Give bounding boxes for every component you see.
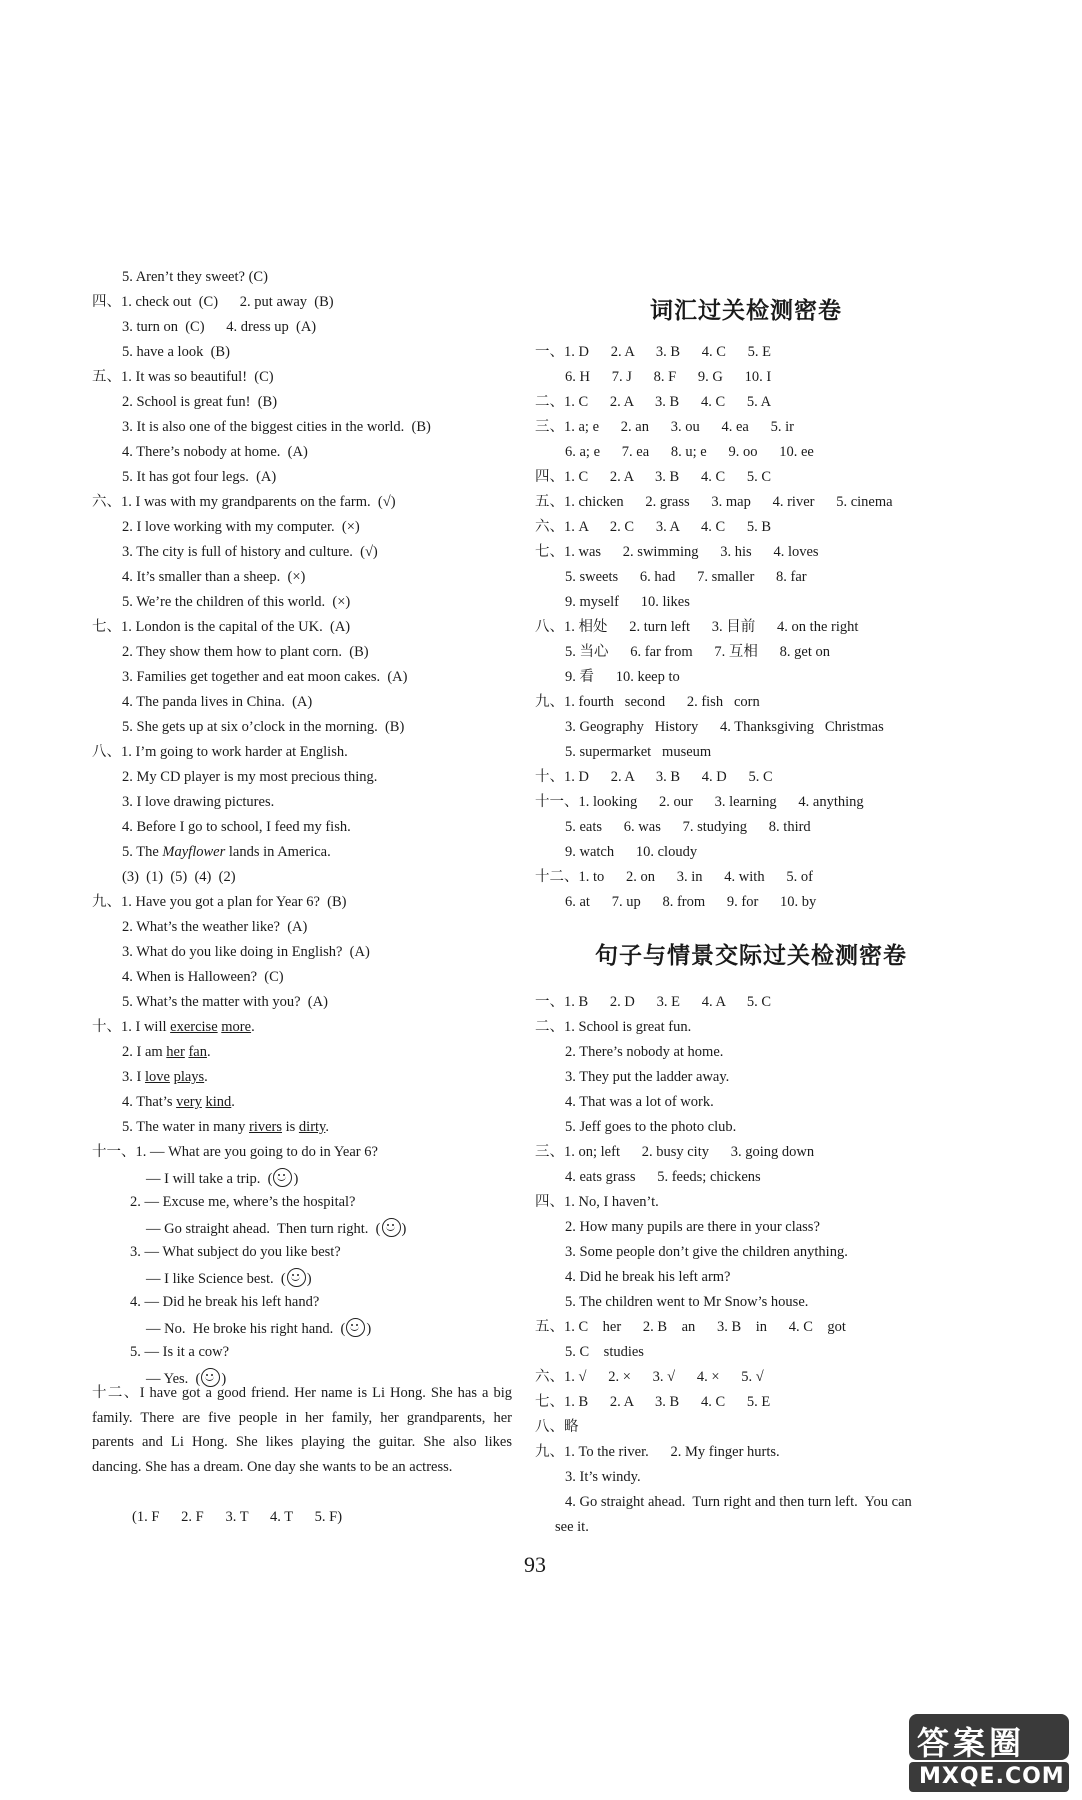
answer-line: 二、1. C 2. A 3. B 4. C 5. A <box>535 394 772 410</box>
underlined-word: kind <box>205 1094 232 1110</box>
answer-line: 六、1. √ 2. × 3. √ 4. × 5. √ <box>535 1369 764 1385</box>
answer-line: 5. have a look (B) <box>122 344 230 360</box>
answer-line: 3. It is also one of the biggest cities in the world. (B) <box>122 419 431 435</box>
smiley-face-icon <box>287 1268 306 1287</box>
dialogue-line: 十一、1. — What are you going to do in Year 6? <box>92 1144 378 1160</box>
answer-line: 4. There’s nobody at home. (A) <box>122 444 308 460</box>
answer-line: 九、1. To the river. 2. My finger hurts. <box>535 1444 780 1460</box>
underlined-word: more <box>221 1019 252 1035</box>
answer-line: 5. The water in many rivers is dirty. <box>122 1119 329 1135</box>
underlined-word: love <box>144 1069 170 1085</box>
answer-line: 3. turn on (C) 4. dress up (A) <box>122 319 317 335</box>
dialogue-line: — No. He broke his right hand. ( ) <box>146 1318 371 1338</box>
answer-line: 3. They put the ladder away. <box>565 1069 730 1085</box>
answer-line: 9. watch 10. cloudy <box>565 844 698 860</box>
answer-line: 5. Jeff goes to the photo club. <box>565 1119 737 1135</box>
answer-line: 2. They show them how to plant corn. (B) <box>122 644 369 660</box>
underlined-word: very <box>176 1094 202 1110</box>
dialogue-line: — Yes. ( ) <box>146 1368 226 1388</box>
answer-line: 4. When is Halloween? (C) <box>122 969 284 985</box>
underlined-word: exercise <box>170 1019 218 1035</box>
answer-line: 3. Geography History 4. Thanksgiving Christmas <box>565 719 884 735</box>
reading-passage: 十二、I have got a good friend. Her name is Li Hong. She has a big family. There are five people in her family, her grandparents, her parents and Li Hong. She likes playing the guitar. She also likes dancing. She has a dream. One day she wants to be an actress. <box>92 1385 512 1476</box>
answer-line: 5. The children went to Mr Snow’s house. <box>565 1294 809 1310</box>
answer-line: 2. School is great fun! (B) <box>122 394 278 410</box>
dialogue-line: — Go straight ahead. Then turn right. ( ) <box>146 1218 406 1238</box>
underlined-word: dirty <box>298 1119 326 1135</box>
answer-line: 3. Some people don’t give the children anything. <box>565 1244 848 1260</box>
answer-line: 六、1. I was with my grandparents on the farm. (√) <box>92 494 396 510</box>
answer-line: 2. There’s nobody at home. <box>565 1044 724 1060</box>
answer-line: 5. C studies <box>565 1344 644 1360</box>
answer-line: 九、1. Have you got a plan for Year 6? (B) <box>92 894 347 910</box>
underlined-word: her <box>166 1044 185 1060</box>
answer-line: 5. She gets up at six o’clock in the morning. (B) <box>122 719 405 735</box>
answer-line: 四、1. C 2. A 3. B 4. C 5. C <box>535 469 772 485</box>
answer-line: 4. The panda lives in China. (A) <box>122 694 313 710</box>
answer-line: 2. I am her fan. <box>122 1044 211 1060</box>
dialogue-line: — I like Science best. ( ) <box>146 1268 312 1288</box>
underlined-word: fan <box>188 1044 207 1060</box>
answer-line: 6. a; e 7. ea 8. u; e 9. oo 10. ee <box>565 444 814 460</box>
watermark-bottom-text: MXQE.COM <box>919 1764 1065 1789</box>
answer-line: 一、1. B 2. D 3. E 4. A 5. C <box>535 994 772 1010</box>
dialogue-line: 4. — Did he break his left hand? <box>130 1294 320 1310</box>
answer-line: 九、1. fourth second 2. fish corn <box>535 694 760 710</box>
answer-line: 4. That was a lot of work. <box>565 1094 714 1110</box>
answer-line: 5. It has got four legs. (A) <box>122 469 277 485</box>
answer-line: 5. supermarket museum <box>565 744 712 760</box>
answer-line: 6. at 7. up 8. from 9. for 10. by <box>565 894 817 910</box>
answer-line: 一、1. D 2. A 3. B 4. C 5. E <box>535 344 772 360</box>
answer-line: 六、1. A 2. C 3. A 4. C 5. B <box>535 519 772 535</box>
answer-line: 十、1. I will exercise more. <box>92 1019 255 1035</box>
answer-line: 四、1. check out (C) 2. put away (B) <box>92 294 334 310</box>
answer-line: 3. I love drawing pictures. <box>122 794 275 810</box>
answer-line: 七、1. London is the capital of the UK. (A) <box>92 619 351 635</box>
answer-line: 2. How many pupils are there in your class? <box>565 1219 820 1235</box>
vocabulary-test-title: 词汇过关检测密卷 <box>650 298 842 324</box>
answer-line: 3. It’s windy. <box>565 1469 641 1485</box>
answer-line: 八、略 <box>535 1419 579 1435</box>
answer-line: 七、1. B 2. A 3. B 4. C 5. E <box>535 1394 771 1410</box>
answer-line: 3. Families get together and eat moon cakes. (A) <box>122 669 408 685</box>
answer-line: 4. Go straight ahead. Turn right and then turn left. You can <box>565 1494 912 1510</box>
answer-line: 七、1. was 2. swimming 3. his 4. loves <box>535 544 819 560</box>
answer-line: 5. 当心 6. far from 7. 互相 8. get on <box>565 644 830 660</box>
dialogue-line: 3. — What subject do you like best? <box>130 1244 341 1260</box>
page-number: 93 <box>524 1552 546 1577</box>
underlined-word: plays <box>173 1069 205 1085</box>
answer-line: 4. Did he break his left arm? <box>565 1269 731 1285</box>
answer-line: 二、1. School is great fun. <box>535 1019 692 1035</box>
answer-line: 5. We’re the children of this world. (×) <box>122 594 351 610</box>
underlined-word: rivers <box>248 1119 282 1135</box>
answer-line: 2. What’s the weather like? (A) <box>122 919 308 935</box>
answer-line: 4. That’s very kind. <box>122 1094 235 1110</box>
dialogue-line: 2. — Excuse me, where’s the hospital? <box>130 1194 356 1210</box>
answer-line: 五、1. C her 2. B an 3. B in 4. C got <box>535 1319 846 1335</box>
answer-line: 5. Aren’t they sweet? (C) <box>122 269 268 285</box>
answer-line: 4. eats grass 5. feeds; chickens <box>565 1169 761 1185</box>
answer-line: 十、1. D 2. A 3. B 4. D 5. C <box>535 769 773 785</box>
reading-answers: (1. F 2. F 3. T 4. T 5. F) <box>132 1509 343 1525</box>
answer-line: 十一、1. looking 2. our 3. learning 4. anything <box>535 794 864 810</box>
smiley-face-icon <box>273 1168 292 1187</box>
answer-line: 4. Before I go to school, I feed my fish. <box>122 819 351 835</box>
answer-line: 2. I love working with my computer. (×) <box>122 519 360 535</box>
watermark-top-text: 答案圈 <box>917 1724 1026 1762</box>
smiley-face-icon <box>346 1318 365 1337</box>
watermark-logo <box>905 1710 1075 1795</box>
answer-line: 三、1. on; left 2. busy city 3. going down <box>535 1144 815 1160</box>
answer-line: 4. It’s smaller than a sheep. (×) <box>122 569 306 585</box>
answer-line: 5. The Mayflower lands in America. <box>122 844 331 860</box>
answer-line: 6. H 7. J 8. F 9. G 10. I <box>565 369 772 385</box>
dialogue-line: — I will take a trip. ( ) <box>146 1168 298 1188</box>
answer-line: 5. eats 6. was 7. studying 8. third <box>565 819 811 835</box>
answer-line: 3. What do you like doing in English? (A) <box>122 944 370 960</box>
smiley-face-icon <box>382 1218 401 1237</box>
answer-line: 3. The city is full of history and culture. (√) <box>122 544 378 560</box>
answer-line: 9. 看 10. keep to <box>565 669 680 685</box>
answer-line: 3. I love plays. <box>122 1069 208 1085</box>
dialogue-line: 5. — Is it a cow? <box>130 1344 230 1360</box>
answer-line: 十二、1. to 2. on 3. in 4. with 5. of <box>535 869 813 885</box>
answer-line: 9. myself 10. likes <box>565 594 690 610</box>
answer-line: see it. <box>555 1519 589 1535</box>
answer-line: 三、1. a; e 2. an 3. ou 4. ea 5. ir <box>535 419 794 435</box>
answer-line: 5. sweets 6. had 7. smaller 8. far <box>565 569 807 585</box>
answer-line: 五、1. It was so beautiful! (C) <box>92 369 274 385</box>
answer-line: 四、1. No, I haven’t. <box>535 1194 659 1210</box>
answer-line: 五、1. chicken 2. grass 3. map 4. river 5. cinema <box>535 494 893 510</box>
answer-line: 八、1. 相处 2. turn left 3. 目前 4. on the right <box>535 619 859 635</box>
answer-line: (3) (1) (5) (4) (2) <box>122 869 236 885</box>
answer-line: 2. My CD player is my most precious thing. <box>122 769 378 785</box>
answer-line: 5. What’s the matter with you? (A) <box>122 994 328 1010</box>
answer-line: 八、1. I’m going to work harder at English. <box>92 744 348 760</box>
sentence-test-title: 句子与情景交际过关检测密卷 <box>595 943 907 969</box>
